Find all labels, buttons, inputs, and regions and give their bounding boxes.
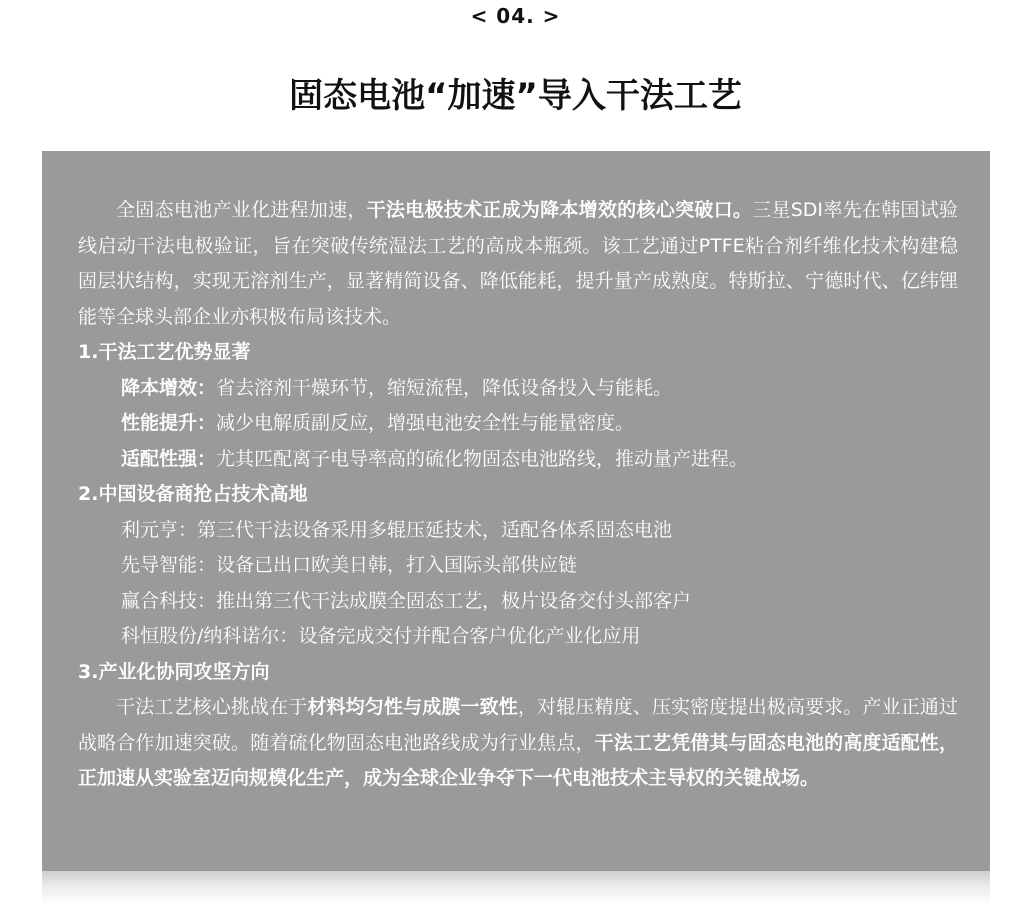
- article-body: [78, 193, 958, 797]
- direction-highlight-1: 材料均匀性与成膜一致性: [307, 696, 518, 718]
- advantage-item: [78, 442, 958, 478]
- equipment-item: 科恒股份/纳科诺尔：设备完成交付并配合客户优化产业化应用: [121, 625, 641, 647]
- direction-paragraph: [78, 690, 958, 797]
- intro-text-2: 三星SDI率先在韩国试验线启动干法电极验证，旨在突破传统湿法工艺的高成本瓶颈。该工艺通过PTFE粘合剂纤维化技术构建稳固层状结构，实现无溶剂生产，显著精简设备、降低能耗，提升量产成熟度。特斯拉、宁德时代、亿纬锂能等全球头部企业亦积极布局该技术。: [78, 199, 958, 328]
- direction-highlight-2: 干法工艺凭借其与固态电池的高度适配性，正加速从实验室迈向规模化生产，成为全球企业争夺下一代电池技术主导权的关键战场。: [78, 731, 958, 789]
- intro-text-1: 全固态电池产业化进程加速，: [116, 199, 367, 221]
- advantage-label: 性能提升：: [121, 412, 217, 434]
- advantage-label: 适配性强：: [121, 447, 217, 470]
- advantage-item: [78, 406, 958, 442]
- advantage-text: 减少电解质副反应，增强电池安全性与能量密度。: [216, 412, 635, 434]
- direction-text-2: ，对辊压精度、压实密度提出极高要求。产业正通过战略合作加速突破。随着硫化物固态电池路线成为行业焦点，: [78, 696, 958, 754]
- equipment-item: 先导智能：设备已出口欧美日韩，打入国际头部供应链: [121, 554, 578, 576]
- section-heading-direction: 3.产业化协同攻坚方向: [78, 660, 270, 683]
- panel-shadow: [42, 871, 990, 905]
- equipment-item: 利元亨：第三代干法设备采用多辊压延技术，适配各体系固态电池: [121, 518, 673, 541]
- advantage-label: 降本增效：: [121, 376, 217, 399]
- direction-text-1: 干法工艺核心挑战在于: [116, 696, 308, 718]
- intro-paragraph: [78, 193, 958, 335]
- advantage-item: [78, 371, 958, 407]
- intro-highlight: 干法电极技术正成为降本增效的核心突破口。: [366, 199, 753, 221]
- page-title: 固态电池“加速”导入干法工艺: [289, 76, 742, 116]
- advantage-text: 省去溶剂干燥环节，缩短流程，降低设备投入与能耗。: [216, 376, 673, 399]
- section-number: < 04. >: [470, 4, 561, 28]
- section-heading-equipment: 2.中国设备商抢占技术高地: [78, 483, 308, 505]
- equipment-item: 赢合科技：推出第三代干法成膜全固态工艺，极片设备交付头部客户: [121, 589, 692, 612]
- advantage-text: 尤其匹配离子电导率高的硫化物固态电池路线，推动量产进程。: [216, 447, 749, 470]
- section-heading-advantages: 1.干法工艺优势显著: [78, 341, 251, 363]
